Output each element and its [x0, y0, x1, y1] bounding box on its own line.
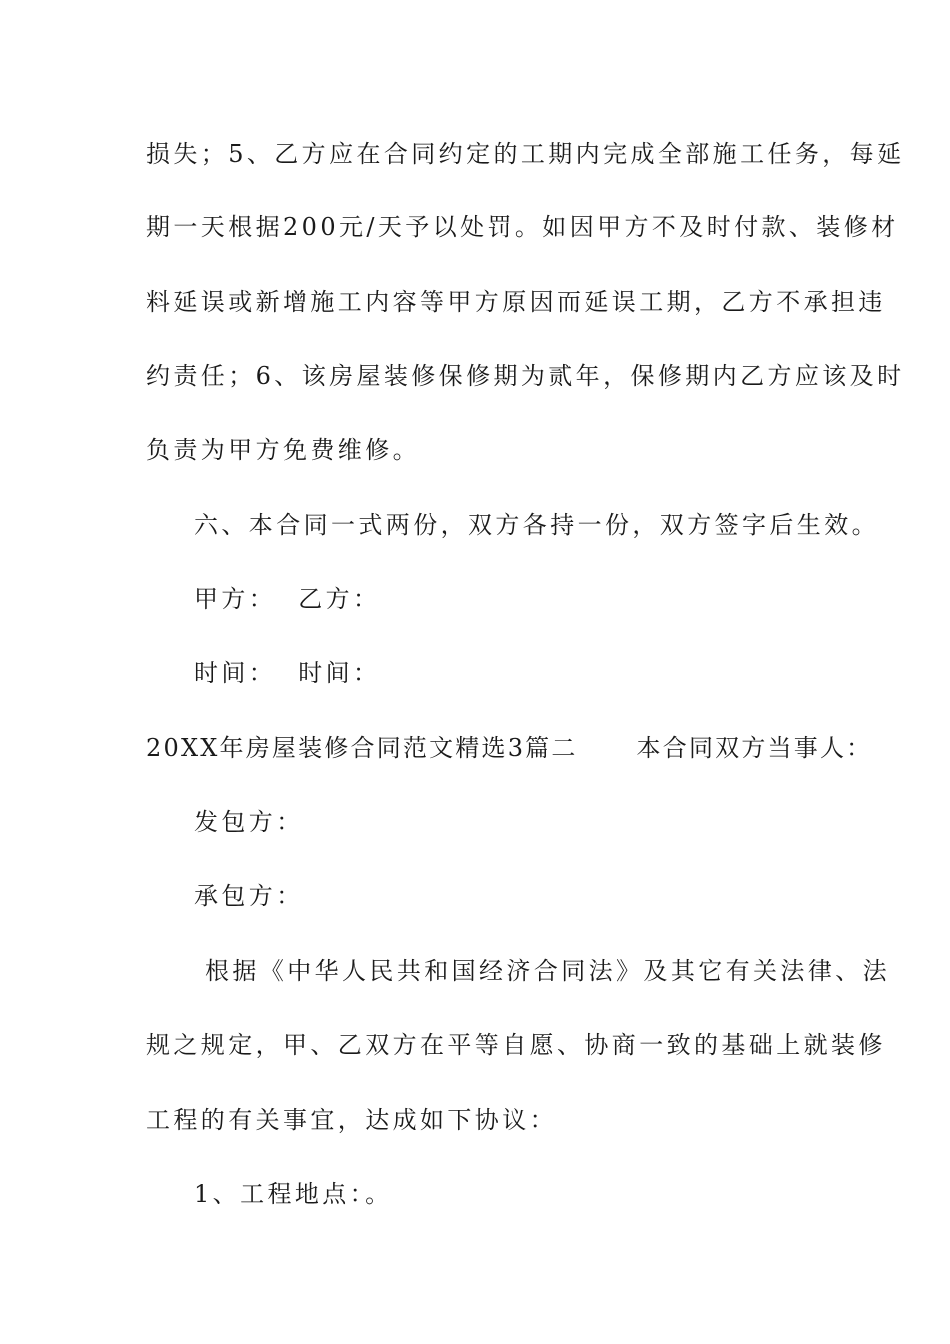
paragraph-line: 工程的有关事宜，达成如下协议： — [146, 1106, 557, 1134]
signature-parties-line: 甲方： 乙方： — [194, 585, 381, 613]
clause-one-line: 1、工程地点：。 — [194, 1180, 393, 1208]
signature-dates-line: 时间： 时间： — [194, 659, 381, 687]
paragraph-line: 损失；5、乙方应在合同约定的工期内完成全部施工任务，每延 — [146, 140, 905, 168]
paragraph-line: 约责任；6、该房屋装修保修期为贰年，保修期内乙方应该及时 — [146, 362, 905, 390]
paragraph-line: 根据《中华人民共和国经济合同法》及其它有关法律、法 — [194, 957, 891, 985]
contractor-line: 承包方： — [194, 882, 304, 910]
paragraph-line: 规之规定，甲、乙双方在平等自愿、协商一致的基础上就装修 — [146, 1031, 886, 1059]
employer-line: 发包方： — [194, 808, 304, 836]
section-heading-line: 20XX年房屋装修合同范文精选3篇二 本合同双方当事人： — [146, 734, 873, 762]
paragraph-line: 料延误或新增施工内容等甲方原因而延误工期，乙方不承担违 — [146, 288, 886, 316]
clause-six-line: 六、本合同一式两份，双方各持一份，双方签字后生效。 — [194, 511, 879, 539]
paragraph-line: 期一天根据200元/天予以处罚。如因甲方不及时付款、装修材 — [146, 213, 899, 241]
paragraph-line: 负责为甲方免费维修。 — [146, 436, 420, 464]
